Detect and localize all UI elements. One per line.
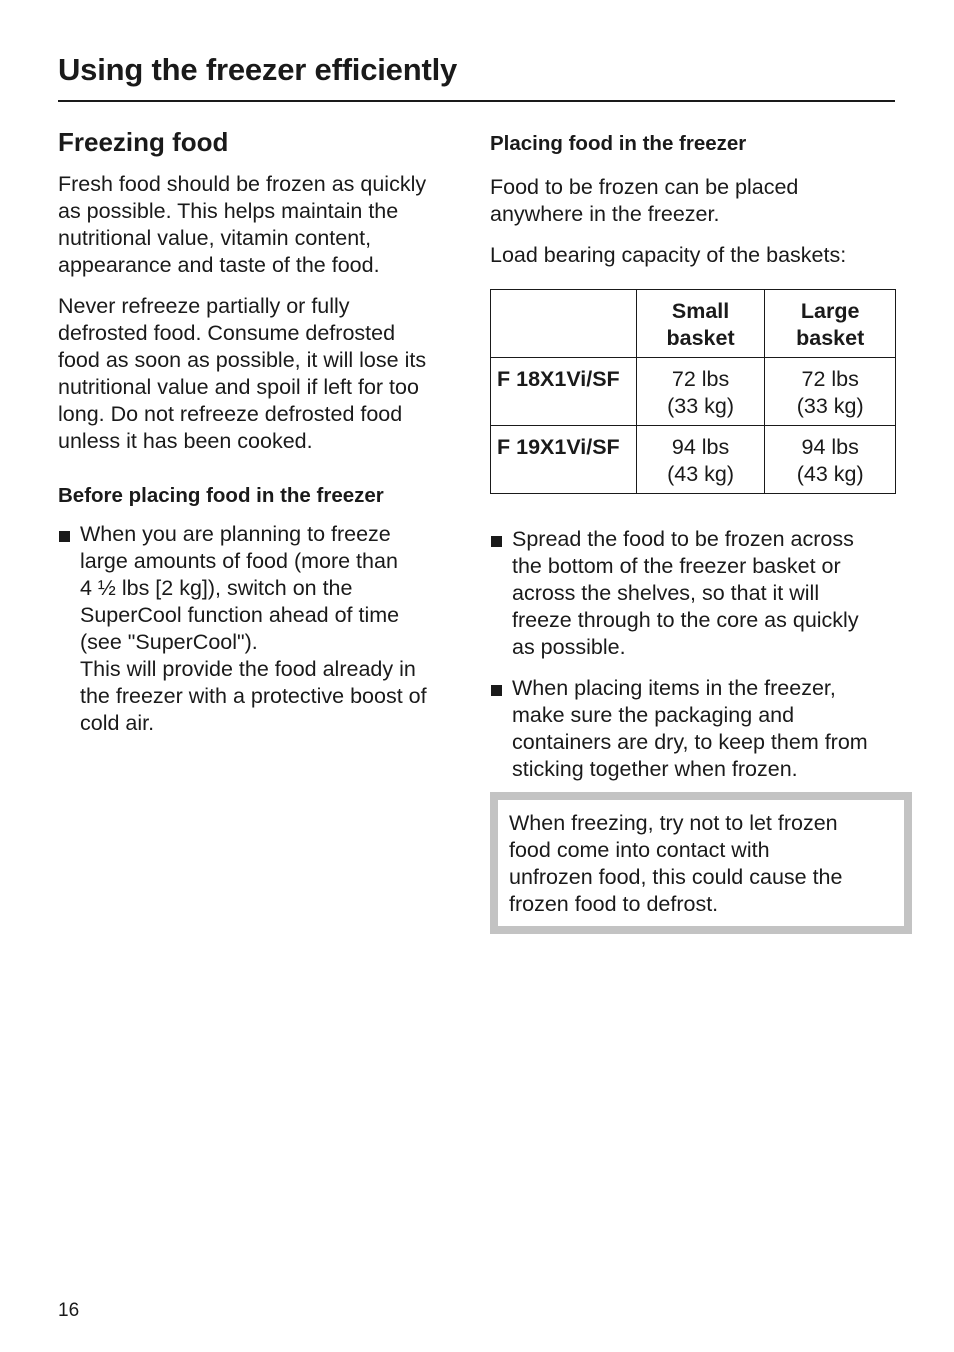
left-column xyxy=(58,126,458,737)
text-line: food come into contact with xyxy=(509,838,770,862)
text-line: make sure the packaging and xyxy=(512,703,795,727)
square-bullet-icon xyxy=(59,531,70,542)
text-line: Never refreeze partially or fully xyxy=(58,294,350,318)
title-divider xyxy=(58,100,895,102)
text-line: containers are dry, to keep them from xyxy=(512,730,868,754)
right-column xyxy=(490,126,896,934)
text-line: sticking together when frozen. xyxy=(512,757,798,781)
subheading-before-placing: Before placing food in the freezer xyxy=(58,484,384,507)
text-line: defrosted food. Consume defrosted xyxy=(58,321,396,345)
table-header-small-basket xyxy=(636,290,765,358)
header-text: Large xyxy=(800,299,860,323)
text-line: the bottom of the freezer basket or xyxy=(512,554,841,578)
value-kg: (43 kg) xyxy=(667,462,735,486)
text-line: cold air. xyxy=(80,711,155,735)
value-lbs: 94 lbs xyxy=(801,435,859,459)
text-line: (see "SuperCool"). xyxy=(80,630,258,654)
text-line: nutritional value, vitamin content, xyxy=(58,226,372,250)
page-number: 16 xyxy=(58,1300,80,1321)
refreeze-paragraph xyxy=(58,293,458,455)
text-line: 4 ½ lbs [2 kg]), switch on the xyxy=(80,576,353,600)
text-line: Fresh food should be frozen as quickly xyxy=(58,172,427,196)
value-kg: (33 kg) xyxy=(796,394,864,418)
table-header-row xyxy=(491,290,896,358)
large-basket-cell xyxy=(765,358,896,426)
value-lbs: 72 lbs xyxy=(671,367,730,391)
model-cell: F 18X1Vi/SF xyxy=(491,358,637,426)
square-bullet-icon xyxy=(491,685,502,696)
value-lbs: 94 lbs xyxy=(671,435,730,459)
text-line: When placing items in the freezer, xyxy=(512,676,836,700)
intro-paragraph xyxy=(58,171,458,279)
section-heading-freezing-food: Freezing food xyxy=(58,127,229,157)
text-line: freeze through to the core as quickly xyxy=(512,608,859,632)
basket-capacity-table xyxy=(490,289,896,494)
small-basket-cell xyxy=(636,358,765,426)
value-kg: (43 kg) xyxy=(796,462,864,486)
header-text: basket xyxy=(666,326,735,350)
text-line: When you are planning to freeze xyxy=(80,522,391,546)
text-line: food as soon as possible, it will lose its xyxy=(58,348,427,372)
text-line: appearance and taste of the food. xyxy=(58,253,380,277)
model-cell: F 19X1Vi/SF xyxy=(491,426,637,494)
header-text: Small xyxy=(671,299,730,323)
text-line: as possible. xyxy=(512,635,626,659)
text-line: large amounts of food (more than xyxy=(80,549,398,573)
placement-paragraph xyxy=(490,174,896,228)
square-bullet-icon xyxy=(491,536,502,547)
text-line: Spread the food to be frozen across xyxy=(512,527,854,551)
text-line: Food to be frozen can be placed xyxy=(490,175,799,199)
text-line: anywhere in the freezer. xyxy=(490,202,720,226)
text-line: across the shelves, so that it will xyxy=(512,581,820,605)
table-row xyxy=(491,358,896,426)
text-line: unfrozen food, this could cause the xyxy=(509,865,843,889)
subheading-placing-food: Placing food in the freezer xyxy=(490,132,747,155)
text-line: the freezer with a protective boost of xyxy=(80,684,427,708)
text-line: nutritional value and spoil if left for too xyxy=(58,375,419,399)
header-text: basket xyxy=(796,326,865,350)
page-title: Using the freezer efficiently xyxy=(58,52,458,87)
large-basket-cell xyxy=(765,426,896,494)
table-row xyxy=(491,426,896,494)
text-line: This will provide the food already in xyxy=(80,657,416,681)
bullet-item-dry-packaging xyxy=(490,675,896,783)
text-line: When freezing, try not to let frozen xyxy=(509,811,838,835)
note-box xyxy=(490,792,912,934)
table-header-large-basket xyxy=(765,290,896,358)
value-lbs: 72 lbs xyxy=(801,367,859,391)
load-capacity-paragraph: Load bearing capacity of the baskets: xyxy=(490,243,847,267)
text-line: unless it has been cooked. xyxy=(58,429,313,453)
small-basket-cell xyxy=(636,426,765,494)
text-line: long. Do not refreeze defrosted food xyxy=(58,402,403,426)
bullet-item-spread-food xyxy=(490,526,896,661)
text-line: SuperCool function ahead of time xyxy=(80,603,400,627)
value-kg: (33 kg) xyxy=(667,394,735,418)
table-header-empty xyxy=(491,290,637,358)
text-line: as possible. This helps maintain the xyxy=(58,199,399,223)
bullet-item-supercool xyxy=(58,521,458,737)
text-line: frozen food to defrost. xyxy=(509,892,719,916)
